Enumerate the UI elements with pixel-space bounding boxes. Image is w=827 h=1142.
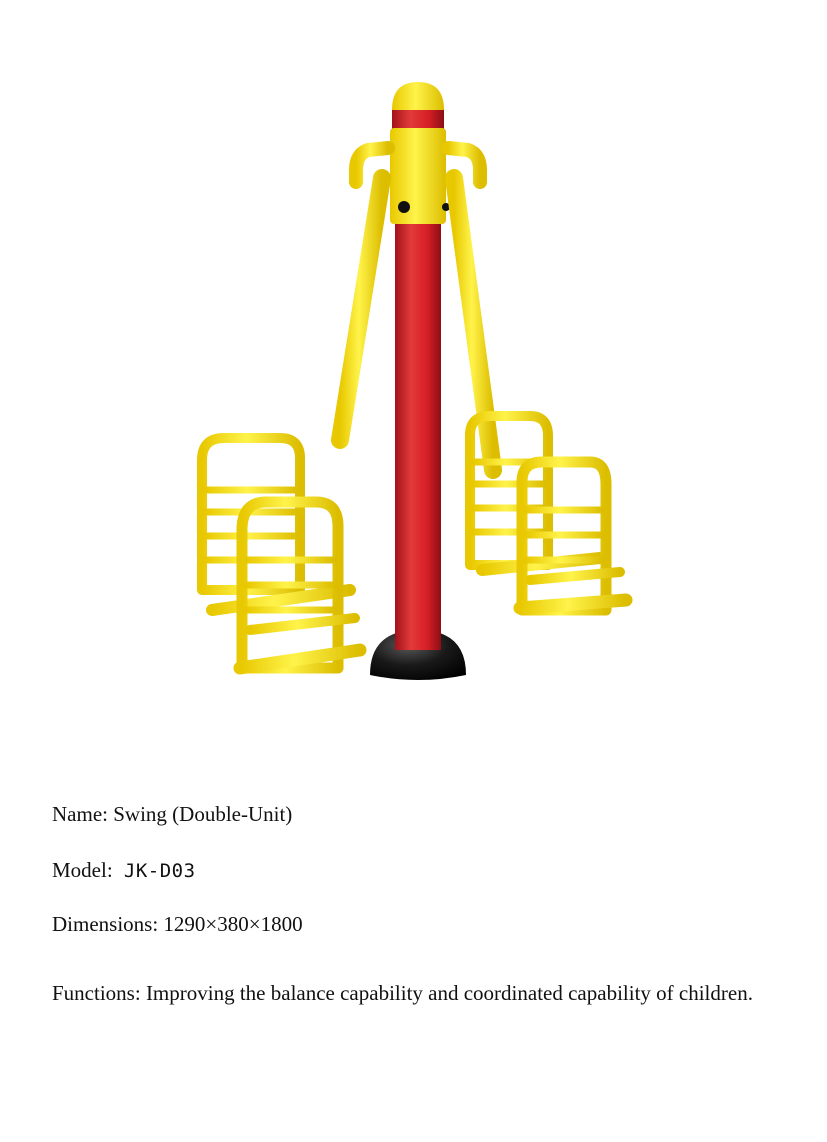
model-label: Model: — [52, 858, 113, 882]
name-label: Name: — [52, 802, 108, 826]
spec-dimensions-row — [52, 912, 303, 937]
functions-label: Functions: — [52, 981, 141, 1005]
spec-functions-row — [52, 966, 787, 1021]
spec-model-row — [52, 858, 196, 883]
dimensions-label: Dimensions: — [52, 912, 159, 936]
model-value: JK-D03 — [123, 860, 196, 882]
swing-pole — [390, 82, 450, 650]
spec-name-row — [52, 802, 292, 827]
functions-value: Improving the balance capability and coordinated capability of children. — [145, 981, 753, 1005]
name-value: Swing (Double-Unit) — [113, 802, 293, 826]
swing-double-unit-photo — [170, 70, 650, 700]
dimensions-value: 1290×380×1800 — [163, 912, 303, 936]
swing-seat-left — [202, 438, 360, 668]
